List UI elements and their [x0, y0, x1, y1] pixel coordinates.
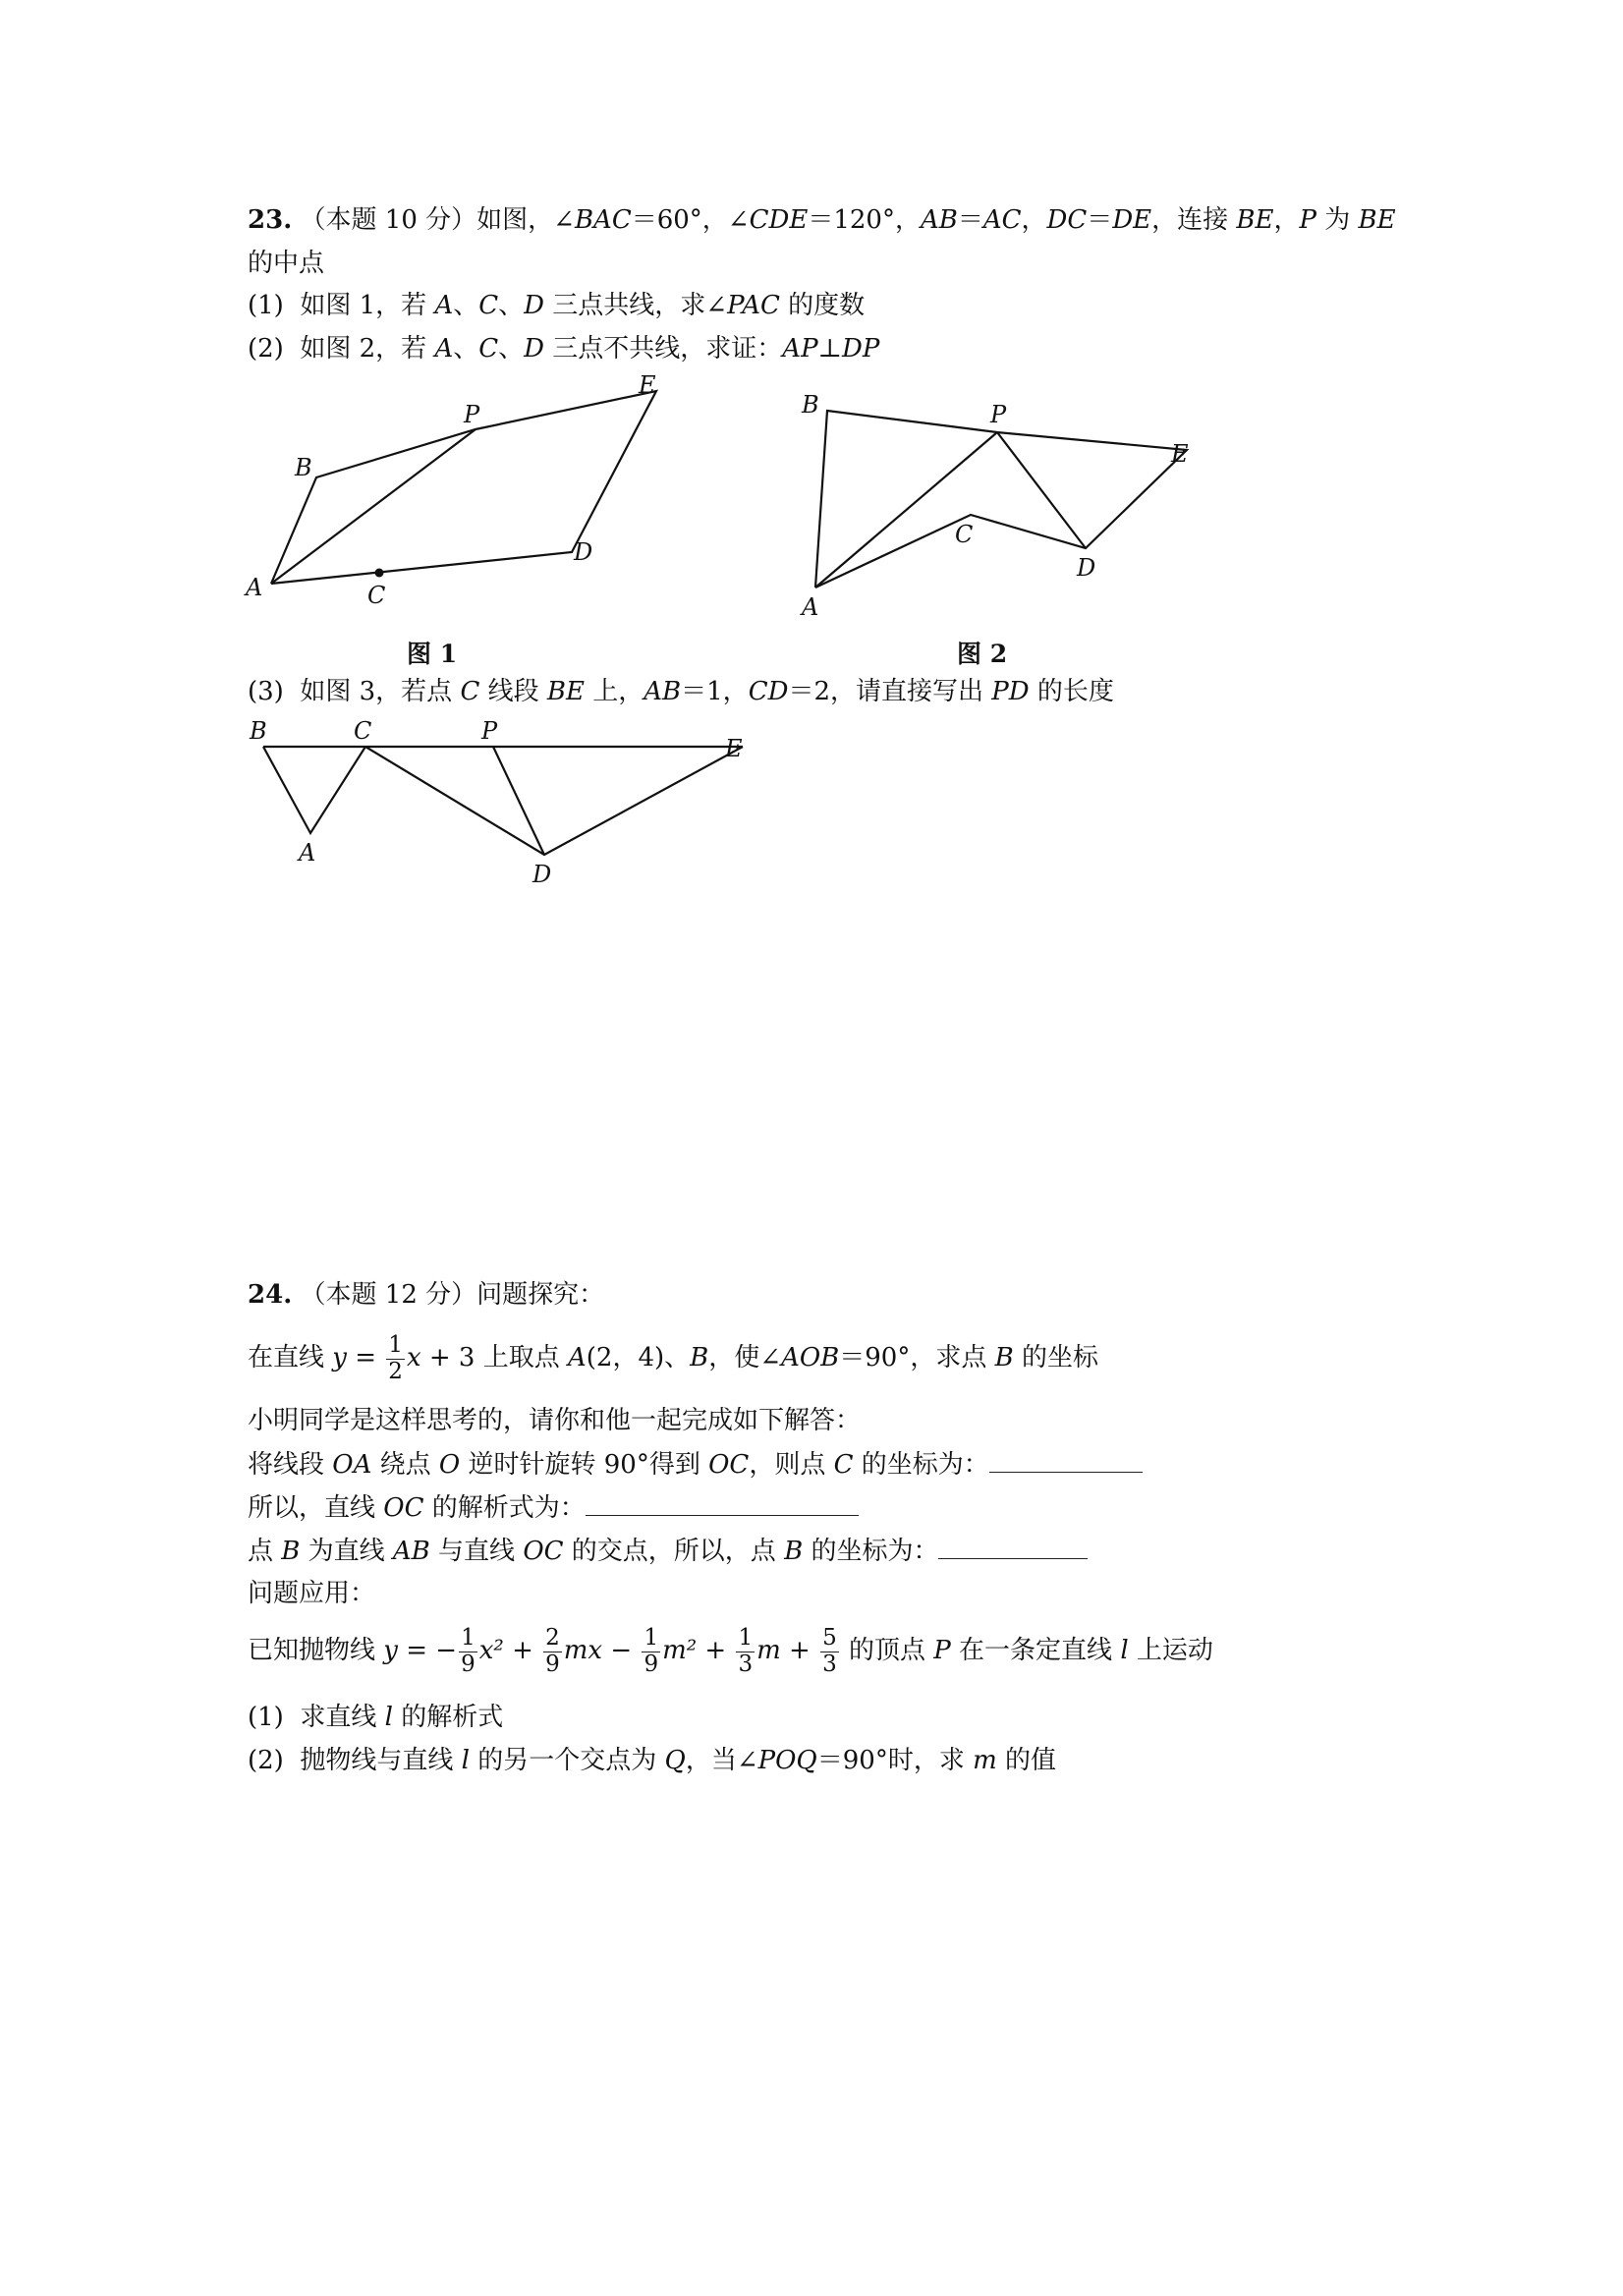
fig3-label-c: C: [354, 717, 372, 745]
q23-part2: (2) 如图 2，若 A、C、D 三点不共线，求证：AP⊥DP: [248, 334, 880, 364]
q24-line4: 所以，直线 OC 的解析式为：: [248, 1489, 859, 1526]
fig3-label-d: D: [532, 861, 552, 888]
fig3-label-p: P: [481, 717, 498, 745]
fraction-one-half: $\frac{1}{2}$: [388, 1332, 403, 1384]
q24-number: 24: [248, 1280, 284, 1310]
fraction-5: $\frac{5}{3}$: [822, 1625, 837, 1677]
q23-stem-line1: 23. （本题 10 分）如图，∠BAC＝60°，∠CDE＝120°，AB＝AC，DC＝DE，连接 BE，P 为 BE: [248, 205, 1396, 235]
fig3-label-e: E: [725, 735, 743, 762]
q23-points: （本题 10 分）: [300, 205, 477, 235]
q23-stem-line2: 的中点: [248, 249, 325, 278]
fig1-label-p: P: [464, 401, 480, 428]
fig2-label-d: D: [1077, 554, 1096, 582]
q24-title: 问题探究：: [476, 1280, 605, 1310]
fig3-triangle-cde: [365, 747, 743, 855]
figure-1-diagram: [236, 364, 688, 619]
figure-2-caption: 图 2: [957, 640, 1008, 668]
fig2-segment-ap: [815, 432, 997, 588]
fraction-4: $\frac{1}{3}$: [738, 1625, 754, 1677]
fig1-label-c: C: [367, 582, 386, 609]
fig1-segment-ap: [271, 429, 476, 584]
q23-part3: (3) 如图 3，若点 C 线段 BE 上，AB＝1，CD＝2，请直接写出 PD 的长度: [248, 677, 1114, 706]
fraction-2: $\frac{2}{9}$: [545, 1625, 560, 1677]
q23-part1: (1) 如图 1，若 A、C、D 三点共线，求∠PAC 的度数: [248, 291, 866, 320]
q24-line1: 在直线 y = $\frac{1}{2}$ x + 3 上取点 A(2，4)、B，使∠AOB＝90°，求点 B 的坐标: [248, 1332, 1098, 1384]
q24-points: （本题 12 分）: [300, 1280, 477, 1310]
q24-line2: 小明同学是这样思考的，请你和他一起完成如下解答：: [248, 1406, 862, 1435]
fig2-label-c: C: [955, 521, 974, 548]
answer-blank-point-c[interactable]: [989, 1446, 1143, 1473]
fig2-label-a: A: [802, 593, 819, 619]
q24-line5: 点 B 为直线 AB 与直线 OC 的交点，所以，点 B 的坐标为：: [248, 1533, 1088, 1569]
q23-number: 23: [248, 205, 284, 235]
q24-part2: (2) 抛物线与直线 l 的另一个交点为 Q，当∠POQ＝90°时，求 m 的值: [248, 1746, 1057, 1775]
fig3-label-a: A: [299, 839, 316, 867]
fig2-label-p: P: [990, 401, 1007, 428]
fig1-label-b: B: [295, 454, 312, 481]
answer-blank-line-oc[interactable]: [586, 1489, 859, 1516]
q24-line7: 已知抛物线 y = − $\frac{1}{9}$ x² + $\frac{2}{9}$ mx − $\frac{1}{9}$ m² + $\frac{1}{3}$ m + $\frac{5}{3}$ 的顶点 P 在一条定直线 l 上运动: [248, 1625, 1213, 1677]
figure-2-diagram: [786, 383, 1218, 619]
q24-part1: (1) 求直线 l 的解析式: [248, 1703, 504, 1732]
figure-3-diagram: [236, 713, 766, 890]
fig3-triangle-abc: [263, 747, 365, 833]
fig1-point-c: [375, 569, 384, 578]
fraction-3: $\frac{1}{9}$: [644, 1625, 659, 1677]
figure-1-caption: 图 1: [407, 640, 458, 668]
fig1-label-e: E: [639, 371, 656, 399]
q24-header: 24. （本题 12 分）问题探究：: [248, 1280, 605, 1310]
fraction-1: $\frac{1}{9}$: [461, 1625, 476, 1677]
fig2-label-b: B: [802, 391, 819, 419]
fig1-label-a: A: [246, 574, 263, 601]
q24-line3: 将线段 OA 绕点 O 逆时针旋转 90°得到 OC，则点 C 的坐标为：: [248, 1446, 1143, 1483]
fig2-label-e: E: [1171, 440, 1189, 468]
q24-line6: 问题应用：: [248, 1579, 376, 1608]
answer-blank-point-b[interactable]: [938, 1533, 1088, 1559]
fig1-label-d: D: [574, 538, 593, 566]
fig2-segment-pd: [997, 432, 1086, 548]
fig3-label-b: B: [250, 717, 267, 745]
